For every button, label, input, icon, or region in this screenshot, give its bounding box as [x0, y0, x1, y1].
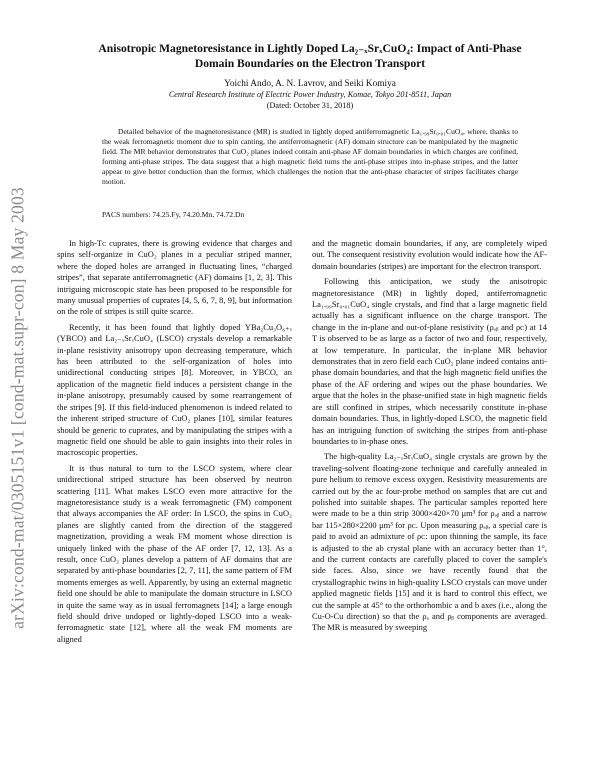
right-column — [312, 238, 547, 638]
paragraph: It is thus natural to turn to the LSCO system, where clear unidirectional striped structure has been observed by neutron scattering [11]. What makes LSCO even more attractive for the magnetoresistance study is a weak ferromagnetic (FM) component that always accompanies the AF order: In LSCO, the spins in CuO₂ planes are slightly canted from the direction of the staggered magnetization, providing a weak FM moment whose direction is uniquely linked with the phase of the AF order [7, 12, 13]. As a result, once CuO₂ planes develop a pattern of AF domains that are separated by anti-phase boundaries [2, 7, 11], the same pattern of FM moments emerges as well. Apparently, by using an external magnetic field one should be able to manipulate the domain structure in LSCO in quite the same way as in usual ferromagnets [14]; a large enough field should drive undoped or lightly-doped LSCO into a weak-ferromagnetic state [12], where all the weak FM moments are aligned — [57, 462, 292, 644]
paragraph: and the magnetic domain boundaries, if any, are completely wiped out. The consequent resistivity evolution would indicate how the AF-domain boundaries (stripes) are important for the electron transport. — [312, 238, 547, 271]
left-column — [57, 238, 292, 649]
abstract: Detailed behavior of the magnetoresistance (MR) is studied in lightly doped antiferromagnetic La₁.₉₉Sr₀.₀₁CuO₄, where, thanks to the weak ferromagnetic moment due to spin canting, the antiferromagnetic (AF) domain structure can be manipulated by the magnetic field. The MR behavior demonstrates that CuO₂ planes indeed contain anti-phase AF domain boundaries in which charges are confined, forming anti-phase stripes. The data suggest that a high magnetic field turns the anti-phase stripes into in-phase stripes, and the latter appear to give better conduction than the former, which challenges the notion that the anti-phase character of stripes facilitates charge motion. — [102, 127, 518, 187]
author-list: Yoichi Ando, A. N. Lavrov, and Seiki Komiya — [224, 79, 396, 89]
paper-title: Anisotropic Magnetoresistance in Lightly Doped La₂₋ₓSrₓCuO₄: Impact of Anti-Phase Domain Boundaries on the Electron Transport — [98, 42, 522, 70]
pacs-numbers: PACS numbers: 74.25.Fy, 74.20.Mn, 74.72.Dn — [102, 210, 245, 219]
dated-line: (Dated: October 31, 2018) — [266, 101, 354, 110]
arxiv-sidebar — [4, 88, 32, 728]
paragraph: Following this anticipation, we study the anisotropic magnetoresistance (MR) in lightly doped, antiferromagnetic La₁.₉₉Sr₀.₀₁CuO₄ single crystals, and find that a large magnetic field actually has a significant influence on the charge transport. The change in the in-plane and out-of-plane resistivity (ρₐᵦ and ρᴄ) at 14 T is observed to be as large as a factor of two and four, respectively, at low temperature. In particular, the in-plane MR behavior demonstrates that in zero field each CuO₂ plane indeed contains anti-phase domain boundaries, and that the high magnetic field unifies the phase of the AF ordering and wipes out the phase boundaries. We argue that the holes in the phase-unified state in high magnetic fields are still confined in stripes, which necessarily constitute in-phase domain boundaries. Thus, in lightly-doped LSCO, the magnetic field has an intriguing function of switching the stripes from anti-phase boundaries to in-phase ones. — [312, 276, 547, 446]
paragraph: In high-Tᴄ cuprates, there is growing evidence that charges and spins self-organize in CuO₂ planes in a peculiar striped manner, where the doped holes are arranged in fluctuating lines, “charged stripes”, that separate antiferromagnetic (AF) domains [1, 2, 3]. This intriguing microscopic state has been proposed to be responsible for many unusual properties of cuprates [4, 5, 6, 7, 8, 9], but information on the role of stripes is still quite scarce. — [57, 238, 292, 317]
paragraph: Recently, it has been found that lightly doped YBa₂Cu₃O₆₊ₓ (YBCO) and La₂₋ₓSrₓCuO₄ (LSCO) crystals develop a remarkable in-plane resistivity anisotropy upon decreasing temperature, which has been attributed to the self-organization of holes into unidirectional conducting stripes [8]. Moreover, in YBCO, an application of the magnetic field induces a persistent change in the in-plane anisotropy, presumably caused by some rearrangement of the stripes [9]. If this field-induced phenomenon is indeed related to the inherent striped structure of CuO₂ planes [10], similar features should be generic to cuprates, and by manipulating the stripes with a magnetic field one should be able to gain insights into their roles in macroscopic properties. — [57, 321, 292, 458]
affiliation: Central Research Institute of Electric Power Industry, Komae, Tokyo 201-8511, Japan — [168, 90, 452, 99]
paragraph: The high-quality La₂₋ₓSrₓCuO₄ single crystals are grown by the traveling-solvent floating-zone technique and carefully annealed in pure helium to remove excess oxygen. Resistivity measurements are carried out by the ac four-probe method on samples that are cut and polished into suitable shapes. The particular samples reported here were made to be a thin strip 3000×420×70 μm³ for ρₐᵦ and a narrow bar 115×280×2200 μm³ for ρᴄ. Upon measuring ρₐᵦ, a special care is paid to avoid an admixture of ρᴄ: upon thinning the sample, its face is adjusted to the ab crystal plane with an accuracy better than 1°, and the current contacts are carefully placed to cover the sample's side faces. Also, since we have recently found that the crystallographic twins in high-quality LSCO crystals can move under applied magnetic fields [15] and it is hard to control this effect, we cut the sample at 45° to the orthorhombic a and b axes (i.e., along the Cu-O-Cu direction) so that the ρₐ and ρᵦ components are averaged. The MR is measured by sweeping — [312, 451, 547, 633]
arxiv-identifier: arXiv:cond-mat/0305151v1 [cond-mat.supr-con] 8 May 2003 — [7, 187, 28, 629]
